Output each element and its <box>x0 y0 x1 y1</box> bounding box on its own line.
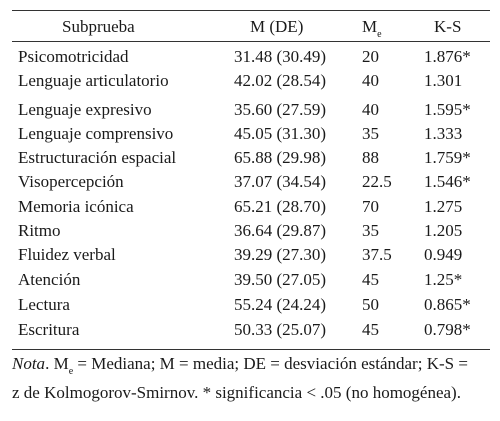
table-row <box>12 243 490 267</box>
cell-median: 35 <box>362 221 379 240</box>
header-median-subscript: e <box>377 29 382 40</box>
table-row <box>12 293 490 317</box>
cell-subprueba: Memoria icónica <box>18 197 134 216</box>
table-row <box>12 45 490 69</box>
cell-median: 37.5 <box>362 245 392 264</box>
table-row <box>12 146 490 170</box>
note-label: Nota <box>12 354 46 373</box>
header-subprueba: Subprueba <box>62 17 135 36</box>
note-line-1 <box>12 351 496 380</box>
table-row <box>12 170 490 194</box>
cell-ks: 1.546* <box>424 172 471 191</box>
table-row <box>12 268 490 292</box>
cell-ks: 0.949 <box>424 245 463 264</box>
cell-m-de: 37.07 (34.54) <box>234 172 327 191</box>
cell-ks: 1.759* <box>424 148 471 167</box>
header-m-de: M (DE) <box>250 17 304 36</box>
cell-median: 40 <box>362 71 379 90</box>
note-text-b: = Mediana; M = media; DE = desviación estándar; K-S = <box>73 354 468 373</box>
table-row <box>12 98 490 122</box>
table-row <box>12 122 490 146</box>
table-row <box>12 69 490 93</box>
cell-subprueba: Atención <box>18 270 81 289</box>
cell-m-de: 39.50 (27.05) <box>234 270 327 289</box>
table-row <box>12 195 490 219</box>
table-note <box>12 351 496 406</box>
cell-subprueba: Ritmo <box>18 221 61 240</box>
header-ks: K-S <box>434 17 462 36</box>
cell-ks: 1.275 <box>424 197 463 216</box>
note-line-2: z de Kolmogorov-Smirnov. * significancia < .05 (no homogénea). <box>12 383 461 402</box>
header-median-base: M <box>362 17 378 36</box>
cell-m-de: 45.05 (31.30) <box>234 124 327 143</box>
cell-subprueba: Psicomotricidad <box>18 47 129 66</box>
cell-ks: 0.865* <box>424 295 471 314</box>
cell-ks: 1.25* <box>424 270 463 289</box>
cell-ks: 1.205 <box>424 221 463 240</box>
note-subscript: e <box>68 366 74 377</box>
header-median <box>362 15 382 42</box>
table-header-row <box>12 15 490 39</box>
cell-subprueba: Lenguaje expresivo <box>18 100 152 119</box>
table-row <box>12 318 490 342</box>
cell-m-de: 35.60 (27.59) <box>234 100 327 119</box>
cell-subprueba: Lenguaje articulatorio <box>18 71 169 90</box>
cell-m-de: 55.24 (24.24) <box>234 295 327 314</box>
cell-ks: 1.876* <box>424 47 471 66</box>
cell-m-de: 65.21 (28.70) <box>234 197 327 216</box>
table-top-rule <box>12 10 490 11</box>
cell-subprueba: Lenguaje comprensivo <box>18 124 174 143</box>
cell-m-de: 65.88 (29.98) <box>234 148 327 167</box>
cell-median: 45 <box>362 320 379 339</box>
cell-median: 35 <box>362 124 379 143</box>
cell-median: 22.5 <box>362 172 392 191</box>
cell-ks: 1.333 <box>424 124 463 143</box>
cell-subprueba: Fluidez verbal <box>18 245 116 264</box>
cell-median: 45 <box>362 270 379 289</box>
cell-ks: 1.301 <box>424 71 463 90</box>
cell-median: 40 <box>362 100 379 119</box>
cell-m-de: 39.29 (27.30) <box>234 245 327 264</box>
cell-median: 70 <box>362 197 379 216</box>
cell-ks: 0.798* <box>424 320 471 339</box>
cell-m-de: 36.64 (29.87) <box>234 221 327 240</box>
table-bottom-rule <box>12 349 490 350</box>
cell-subprueba: Lectura <box>18 295 70 314</box>
cell-subprueba: Visopercepción <box>18 172 124 191</box>
table-row <box>12 219 490 243</box>
cell-ks: 1.595* <box>424 100 471 119</box>
cell-m-de: 42.02 (28.54) <box>234 71 327 90</box>
cell-m-de: 31.48 (30.49) <box>234 47 327 66</box>
cell-median: 88 <box>362 148 379 167</box>
table-header-rule <box>12 41 490 42</box>
note-text-a: . M <box>45 354 69 373</box>
cell-m-de: 50.33 (25.07) <box>234 320 327 339</box>
cell-median: 50 <box>362 295 379 314</box>
cell-subprueba: Escritura <box>18 320 80 339</box>
cell-subprueba: Estructuración espacial <box>18 148 177 167</box>
cell-median: 20 <box>362 47 379 66</box>
